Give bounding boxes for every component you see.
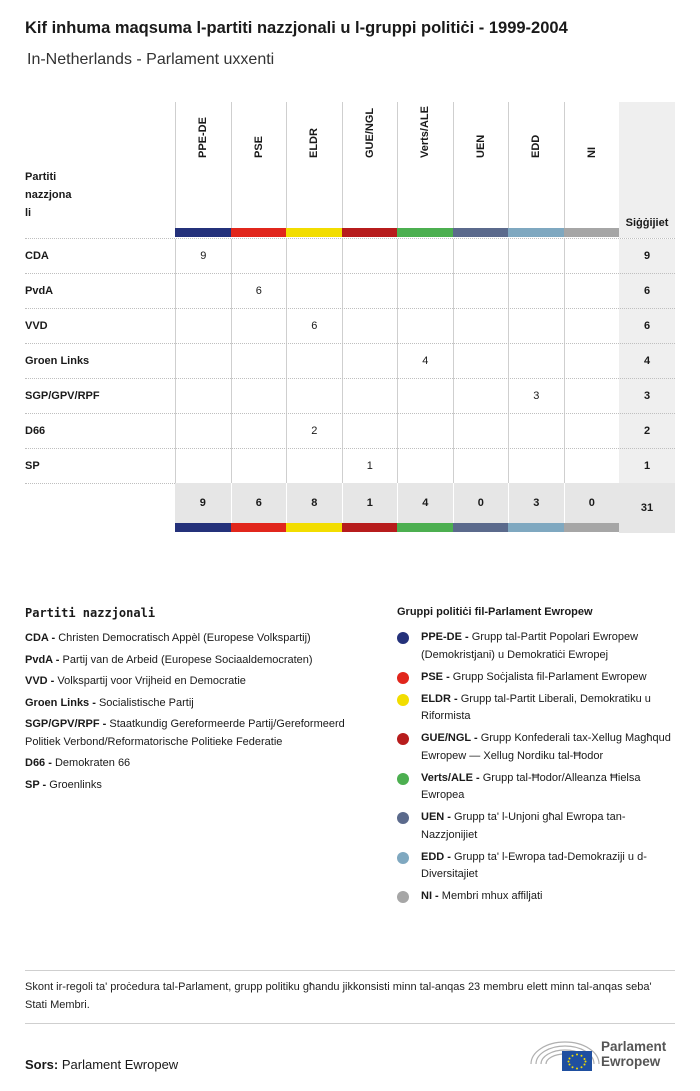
- table-cell: 6: [286, 309, 342, 344]
- table-cell: [564, 309, 620, 344]
- row-total: 6: [619, 274, 675, 309]
- group-column-header: [286, 102, 342, 228]
- party-full-name: Volkspartij voor Vrijheid en Democratie: [57, 675, 246, 687]
- row-party-name: Groen Links: [25, 355, 90, 367]
- group-legend-item: [397, 888, 679, 906]
- table-cell: [286, 239, 342, 274]
- row-party-name: PvdA: [25, 285, 54, 297]
- party-abbr: D66 -: [25, 757, 52, 769]
- group-color-bar: [175, 228, 231, 237]
- group-abbr: UEN -: [421, 811, 451, 823]
- group-column-label: PPE-DE: [197, 117, 210, 158]
- table-row: [25, 238, 675, 273]
- national-parties-legend: [25, 606, 370, 798]
- party-abbr: SGP/GPV/RPF -: [25, 718, 107, 730]
- group-color-bar: [397, 523, 453, 532]
- source-line: [25, 1057, 178, 1072]
- table-cell: [342, 379, 398, 414]
- group-color-bar: [508, 228, 564, 237]
- table-cell: [453, 344, 509, 379]
- table-cell: [397, 274, 453, 309]
- table-cell: [342, 414, 398, 449]
- row-total: 3: [619, 379, 675, 414]
- group-color-bar: [508, 523, 564, 532]
- row-party-name: SP: [25, 460, 40, 472]
- logo-text: [601, 1039, 666, 1069]
- table-cell: [231, 309, 287, 344]
- grand-total: 31: [619, 483, 675, 533]
- table-cell: [453, 239, 509, 274]
- party-legend-item: [25, 755, 370, 773]
- table-cell: [564, 449, 620, 484]
- group-full-name: Grupp tal-Partit Liberali, Demokratiku u Riformista: [421, 692, 651, 722]
- group-color-bar: [342, 523, 398, 532]
- group-column-label: GUE/NGL: [363, 107, 376, 158]
- group-column-label: UEN: [474, 134, 487, 158]
- row-total: 1: [619, 449, 675, 484]
- group-column-label: ELDR: [308, 128, 321, 158]
- group-column-label: NI: [585, 147, 598, 158]
- table-cell: [286, 379, 342, 414]
- group-abbr: GUE/NGL -: [421, 732, 478, 744]
- table-cell: [342, 274, 398, 309]
- party-header-line: Partiti: [25, 171, 57, 183]
- group-full-name: Grupp tal-Partit Popolari Ewropew (Demokristjani) u Demokratiċi Ewropej: [421, 631, 639, 661]
- group-color-dot: [397, 812, 409, 824]
- table-cell: [453, 274, 509, 309]
- political-groups-legend: [397, 606, 679, 910]
- table-row: [25, 308, 675, 343]
- table-cell: [397, 239, 453, 274]
- group-color-bar: [286, 228, 342, 237]
- table-cell: 1: [342, 449, 398, 484]
- group-legend-item: [397, 809, 679, 844]
- group-full-name: Grupp tal-Ħodor/Alleanza Ħielsa Ewropea: [421, 771, 641, 801]
- group-color-bar: [286, 523, 342, 532]
- group-legend-item: [397, 730, 679, 765]
- table-cell: [453, 309, 509, 344]
- row-party-name: D66: [25, 425, 46, 437]
- group-abbr: PSE -: [421, 670, 450, 683]
- table-cell: [397, 414, 453, 449]
- group-column-header: [231, 102, 287, 228]
- table-cell: [508, 309, 564, 344]
- party-legend-item: [25, 673, 370, 691]
- table-cell: [564, 239, 620, 274]
- table-cell: 2: [286, 414, 342, 449]
- party-full-name: Partij van de Arbeid (Europese Sociaaldemocraten): [62, 653, 313, 666]
- group-column-header: [564, 102, 620, 228]
- seats-header-label: Siġġijiet: [625, 217, 669, 229]
- table-cell: [231, 414, 287, 449]
- row-total: 2: [619, 414, 675, 449]
- seats-table: [25, 102, 675, 533]
- table-row: [25, 413, 675, 448]
- table-cell: [508, 344, 564, 379]
- group-color-dot: [397, 891, 409, 903]
- table-cell: [453, 379, 509, 414]
- group-color-bar: [453, 228, 509, 237]
- party-abbr: PvdA -: [25, 653, 60, 666]
- table-cell: [453, 449, 509, 484]
- table-cell: [175, 449, 231, 484]
- group-full-name: Grupp Konfederali tax-Xellug Magħqud Ewropew — Xellug Nordiku tal-Ħodor: [421, 732, 671, 762]
- table-cell: [175, 274, 231, 309]
- table-cell: [453, 414, 509, 449]
- legend-heading: Gruppi politiċi fil-Parlament Ewropew: [397, 606, 593, 618]
- party-legend-item: [25, 652, 370, 670]
- table-cell: [564, 274, 620, 309]
- divider: [25, 970, 675, 971]
- legend-heading: Partiti nazzjonali: [25, 606, 156, 620]
- group-abbr: NI -: [421, 890, 439, 902]
- table-cell: [342, 344, 398, 379]
- logo-text-line: Parlament: [601, 1039, 667, 1054]
- group-total-cell: 0: [453, 483, 509, 523]
- table-cell: [175, 309, 231, 344]
- group-color-dot: [397, 694, 409, 706]
- table-cell: [508, 449, 564, 484]
- group-abbr: Verts/ALE -: [421, 771, 480, 784]
- table-cell: [286, 274, 342, 309]
- group-legend-item: [397, 849, 679, 884]
- party-full-name: Groenlinks: [49, 778, 102, 791]
- group-color-bar: [397, 228, 453, 237]
- group-column-header: [508, 102, 564, 228]
- party-abbr: CDA -: [25, 632, 56, 644]
- group-legend-item: [397, 669, 679, 687]
- row-party-name: CDA: [25, 250, 49, 262]
- party-legend-item: [25, 777, 370, 795]
- group-column-label: EDD: [530, 134, 543, 158]
- table-cell: [231, 449, 287, 484]
- party-abbr: SP -: [25, 778, 47, 791]
- group-color-bar: [342, 228, 398, 237]
- row-party-name: VVD: [25, 320, 48, 332]
- party-header-line: nazzjona: [25, 189, 72, 201]
- table-row: [25, 273, 675, 308]
- divider: [25, 483, 175, 484]
- table-cell: [564, 379, 620, 414]
- table-cell: 3: [508, 379, 564, 414]
- table-cell: [175, 414, 231, 449]
- party-abbr: VVD -: [25, 675, 55, 687]
- table-cell: [231, 379, 287, 414]
- table-cell: [508, 274, 564, 309]
- source-label: Sors:: [25, 1057, 59, 1072]
- group-color-bar: [175, 523, 231, 532]
- table-cell: [342, 309, 398, 344]
- group-abbr: PPE-DE -: [421, 631, 469, 643]
- group-abbr: ELDR -: [421, 692, 458, 705]
- group-legend-item: [397, 770, 679, 805]
- group-full-name: Membri mhux affiljati: [441, 890, 543, 902]
- group-full-name: Grupp ta' l-Unjoni għal Ewropa tan-Nazzjonijiet: [421, 811, 626, 841]
- group-column-label: Verts/ALE: [419, 106, 432, 158]
- party-header-line: li: [25, 207, 32, 219]
- table-row: [25, 343, 675, 378]
- table-cell: [397, 309, 453, 344]
- table-cell: [508, 414, 564, 449]
- page-subtitle: In-Netherlands - Parlament uxxenti: [27, 51, 275, 68]
- group-total-cell: 9: [199, 497, 206, 509]
- group-color-dot: [397, 852, 409, 864]
- group-color-bar: [231, 523, 287, 532]
- group-abbr: EDD -: [421, 850, 451, 863]
- group-color-bar: [564, 228, 620, 237]
- table-cell: [342, 239, 398, 274]
- row-total: 4: [619, 344, 675, 379]
- table-cell: [286, 449, 342, 484]
- group-total-cell: 6: [231, 483, 287, 523]
- group-total-cell: 4: [397, 483, 453, 523]
- table-cell: [175, 344, 231, 379]
- party-full-name: Demokraten 66: [54, 757, 131, 769]
- group-column-header: [397, 102, 453, 228]
- group-total-cell: 0: [564, 483, 620, 523]
- group-color-dot: [397, 773, 409, 785]
- party-column-header: [25, 168, 71, 222]
- group-full-name: Grupp Soċjalista fil-Parlament Ewropew: [452, 670, 647, 683]
- row-total: 6: [619, 309, 675, 344]
- group-column-header: [453, 102, 509, 228]
- table-cell: [231, 239, 287, 274]
- group-total-cell: 8: [286, 483, 342, 523]
- group-total-cell: 3: [508, 483, 564, 523]
- group-legend-item: [397, 691, 679, 726]
- logo-text-line: Ewropew: [601, 1054, 661, 1069]
- row-total: 9: [619, 239, 675, 274]
- table-cell: [564, 344, 620, 379]
- table-cell: 4: [397, 344, 453, 379]
- group-color-bar: [231, 228, 287, 237]
- table-cell: [397, 379, 453, 414]
- table-cell: [286, 344, 342, 379]
- party-legend-item: [25, 716, 370, 751]
- party-full-name: Staatkundig Gereformeerde Partij/Gereformeerd Politiek Verbond/Reformatorische Politieke Federatie: [25, 718, 345, 748]
- parliament-hemicycle-icon: [529, 1034, 601, 1074]
- party-full-name: Christen Democratisch Appèl (Europese Volkspartij): [58, 632, 311, 644]
- table-cell: [397, 449, 453, 484]
- party-full-name: Socialistische Partij: [98, 696, 194, 709]
- group-column-header: [175, 102, 231, 228]
- group-full-name: Grupp ta' l-Ewropa tad-Demokraziji u d-Diversitajiet: [421, 850, 647, 880]
- group-legend-item: [397, 629, 679, 664]
- table-row: [25, 378, 675, 413]
- table-cell: [508, 239, 564, 274]
- group-color-dot: [397, 632, 409, 644]
- table-cell: [231, 344, 287, 379]
- table-row: [25, 448, 675, 483]
- group-totals-row: [175, 483, 619, 523]
- row-party-name: SGP/GPV/RPF: [25, 390, 100, 402]
- table-cell: 6: [231, 274, 287, 309]
- seats-column-header: [619, 102, 675, 238]
- group-color-bar: [564, 523, 620, 532]
- party-legend-item: [25, 695, 370, 713]
- page-title: Kif inhuma maqsuma l-partiti nazzjonali u l-gruppi politiċi - 1999-2004: [25, 19, 568, 37]
- table-cell: [564, 414, 620, 449]
- group-column-label: PSE: [252, 135, 265, 158]
- group-color-dot: [397, 672, 409, 684]
- party-legend-item: [25, 630, 370, 648]
- group-color-bar: [453, 523, 509, 532]
- party-abbr: Groen Links -: [25, 696, 96, 709]
- group-column-header: [342, 102, 398, 228]
- divider: [25, 1023, 675, 1024]
- group-total-cell: 1: [342, 483, 398, 523]
- table-cell: 9: [175, 239, 231, 274]
- footnote: Skont ir-regoli ta' proċedura tal-Parlament, grupp politiku għandu jikkonsisti minn tal-anqas 23 membru elett minn tal-anqas seba' Stati Membri.: [25, 981, 652, 1011]
- european-parliament-logo: [529, 1034, 679, 1074]
- source-value: Parlament Ewropew: [61, 1057, 179, 1072]
- table-cell: [175, 379, 231, 414]
- group-color-dot: [397, 733, 409, 745]
